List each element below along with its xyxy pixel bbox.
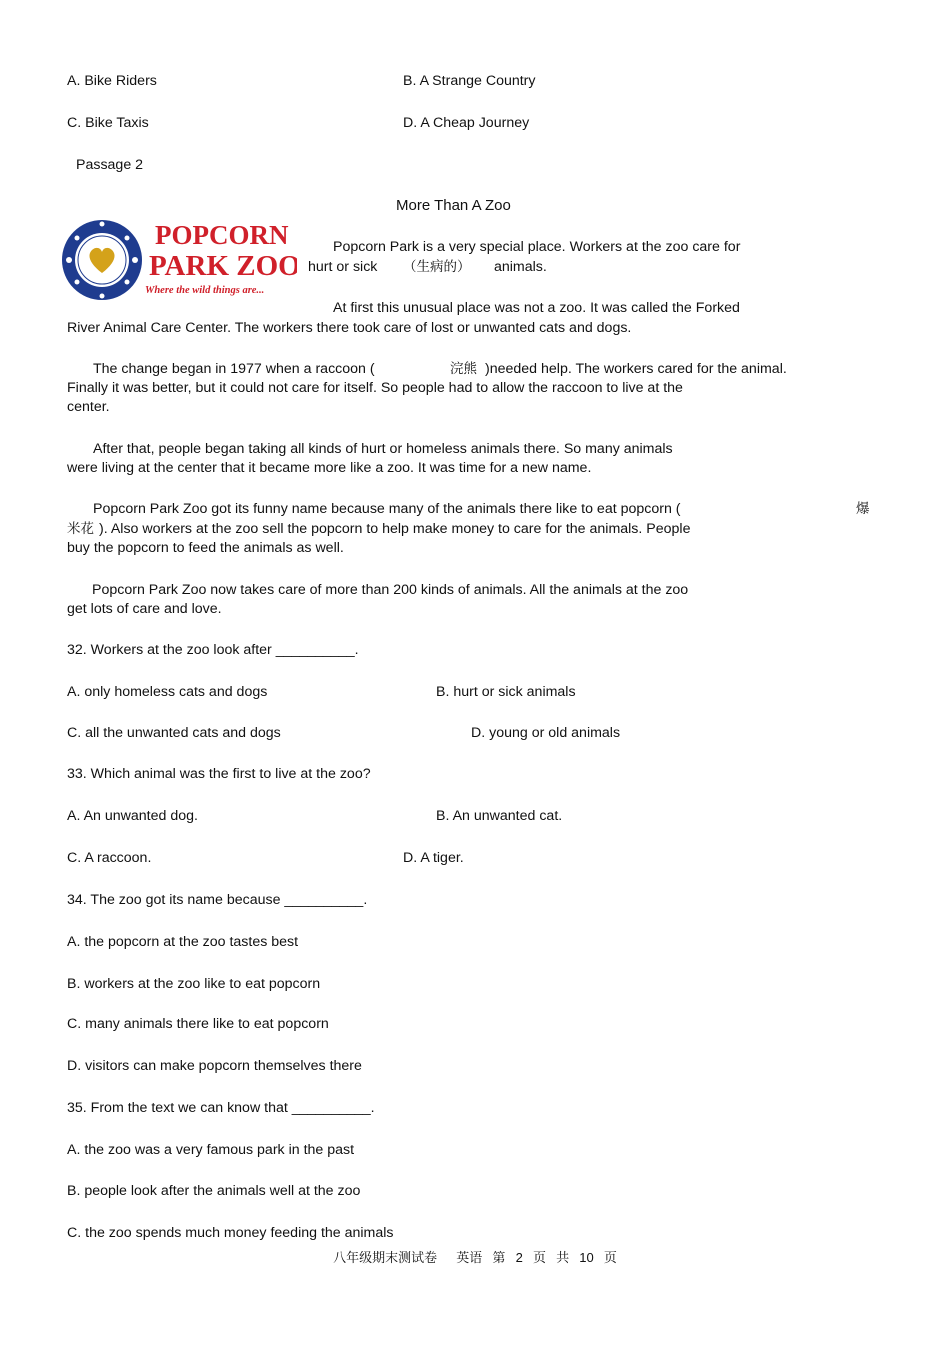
passage-title: More Than A Zoo [396,197,511,214]
q35-option-b: B. people look after the animals well at the zoo [67,1183,361,1199]
p3-line3: center. [67,399,110,415]
p3-line1b: )needed help. The workers cared for the animal. [485,361,787,377]
popcorn-park-zoo-logo [59,218,297,304]
q33-option-a: A. An unwanted dog. [67,808,198,824]
option-b: B. A Strange Country [403,73,536,89]
q33-option-c: C. A raccoon. [67,850,152,866]
q33-option-d: D. A tiger. [403,850,464,866]
p1-hurt-or-sick: hurt or sick [308,259,378,275]
footer-di: 第 [492,1251,506,1266]
p5-chinese-gloss-2: 米花 [67,521,94,537]
q35-option-a: A. the zoo was a very famous park in the past [67,1142,355,1158]
q33-option-b: B. An unwanted cat. [436,808,563,824]
footer-exam: 八年级期末测试卷 [333,1251,438,1266]
p1-chinese-gloss: （生病的） [403,259,471,275]
option-a: A. Bike Riders [67,73,157,89]
q34-option-d: D. visitors can make popcorn themselves there [67,1058,362,1074]
logo-line2: PARK ZOO [149,250,297,282]
logo-tagline: Where the wild things are... [145,285,265,296]
q32-option-c: C. all the unwanted cats and dogs [67,725,281,741]
p5-line3: buy the popcorn to feed the animals as well. [67,540,344,556]
q32-option-d: D. young or old animals [471,725,621,741]
p5-line1: Popcorn Park Zoo got its funny name because many of the animals there like to eat popcorn ( [93,501,681,517]
p3-line2: Finally it was better, but it could not care for itself. So people had to allow the raccoon to live at the [67,380,683,396]
p3-line1a: The change began in 1977 when a raccoon ( [93,361,375,377]
q34-option-b: B. workers at the zoo like to eat popcorn [67,976,321,992]
option-d: D. A Cheap Journey [403,115,530,131]
p3-chinese-gloss: 浣熊 [450,361,477,377]
q32-option-a: A. only homeless cats and dogs [67,684,268,700]
page-footer [0,1248,950,1268]
footer-gong: 共 [556,1251,570,1266]
q33-stem: 33. Which animal was the first to live at the zoo? [67,766,371,782]
q34-stem: 34. The zoo got its name because __________. [67,892,368,908]
p1-animals: animals. [494,259,547,275]
p6-line2: get lots of care and love. [67,601,222,617]
p5-line2: ). Also workers at the zoo sell the popcorn to help make money to care for the animals. People [99,521,691,537]
passage-label: Passage 2 [76,157,144,173]
footer-ye1: 页 [532,1251,546,1266]
p5-chinese-gloss-1: 爆 [856,501,870,517]
p6-line1: Popcorn Park Zoo now takes care of more than 200 kinds of animals. All the animals at the zoo [92,582,689,598]
p4-line1: After that, people began taking all kinds of hurt or homeless animals there. So many animals [93,441,673,457]
p2-line2: River Animal Care Center. The workers there took care of lost or unwanted cats and dogs. [67,320,632,336]
q34-option-a: A. the popcorn at the zoo tastes best [67,934,299,950]
footer-subject: 英语 [456,1251,483,1266]
footer-total-pages: 10 [579,1250,594,1265]
logo-line1: POPCORN [155,220,289,250]
p4-line2: were living at the center that it became more like a zoo. It was time for a new name. [67,460,592,476]
p2-line1: At first this unusual place was not a zoo. It was called the Forked [333,300,740,316]
footer-page-number: 2 [515,1250,523,1265]
q32-stem: 32. Workers at the zoo look after __________. [67,642,359,658]
q34-option-c: C. many animals there like to eat popcorn [67,1016,329,1032]
q35-stem: 35. From the text we can know that __________. [67,1100,375,1116]
option-c: C. Bike Taxis [67,115,149,131]
p1-line1: Popcorn Park is a very special place. Workers at the zoo care for [333,239,741,255]
footer-ye2: 页 [603,1251,617,1266]
zoo-logo-graphic [59,218,297,304]
q35-option-c: C. the zoo spends much money feeding the animals [67,1225,394,1241]
q32-option-b: B. hurt or sick animals [436,684,576,700]
